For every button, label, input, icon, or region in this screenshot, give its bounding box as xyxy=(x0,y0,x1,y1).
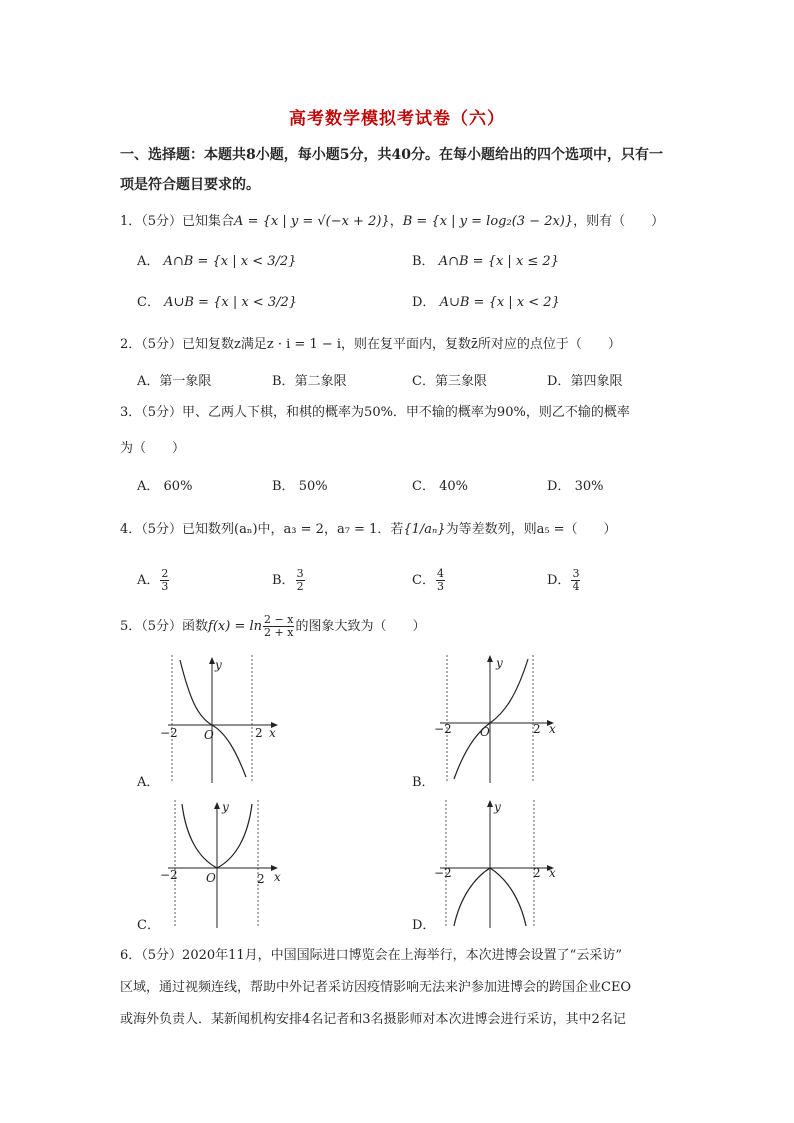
graph-b-right-tick: 2 xyxy=(533,722,541,736)
q3-stem-line1: 3．（5分）甲、乙两人下棋，和棋的概率为50%．甲不输的概率为90%，则乙不输的概率 xyxy=(120,405,630,420)
graph-c-left-tick: −2 xyxy=(160,868,178,882)
graph-a-x-label: x xyxy=(269,726,276,740)
q3-stem-line2: 为（ ） xyxy=(120,441,186,456)
q2-option-b[interactable]: B．第二象限 xyxy=(272,374,347,389)
q4-stem: 4．（5分）已知数列(aₙ)中，a₃ = 2，a₇ = 1．若{1/aₙ}为等差数列，则a₅ =（ ） xyxy=(120,522,617,537)
q2-option-c[interactable]: C．第三象限 xyxy=(412,374,487,389)
graph-d xyxy=(434,800,554,930)
graph-b-origin: O xyxy=(480,725,490,739)
section1-line2: 项是符合题目要求的。 xyxy=(120,177,260,193)
q5-option-c[interactable]: C． xyxy=(137,918,160,933)
q6-stem-line3: 或海外负责人．某新闻机构安排4名记者和3名摄影师对本次进博会进行采访，其中2名记 xyxy=(120,1012,626,1027)
graph-d-left-tick: −2 xyxy=(434,866,452,880)
graph-c-origin: O xyxy=(206,871,216,885)
q3-option-b[interactable]: B． 50% xyxy=(272,479,328,494)
graph-b-x-label: x xyxy=(549,722,556,736)
q3-option-a[interactable]: A． 60% xyxy=(137,479,193,494)
graph-c xyxy=(160,800,280,930)
q2-option-d[interactable]: D．第四象限 xyxy=(547,374,623,389)
q4-option-b[interactable]: B． $\frac{3}{2}$ xyxy=(272,567,304,593)
graph-a-right-tick: 2 xyxy=(255,726,263,740)
graph-a-y-label: y xyxy=(215,658,222,672)
graph-a-left-tick: −2 xyxy=(160,726,178,740)
q1-stem: 1．（5分）已知集合A = {x | y = √(−x + 2)}，B = {x | y = log₂(3 − 2x)}，则有（ ） xyxy=(120,214,665,229)
q1-set-a: A = {x | y = √(−x + 2)} xyxy=(234,214,390,229)
graph-b xyxy=(434,655,554,785)
q5-option-b[interactable]: B． xyxy=(412,775,435,790)
q1-set-b: B = {x | y = log₂(3 − 2x)} xyxy=(402,214,574,229)
section1-line1: 一、选择题：本题共8小题，每小题5分，共40分。在每小题给出的四个选项中，只有一 xyxy=(120,147,663,163)
q4-option-d[interactable]: D． $\frac{3}{4}$ xyxy=(547,567,580,593)
q6-stem-line2: 区域，通过视频连线，帮助中外记者采访因疫情影响无法来沪参加进博会的跨国企业CEO xyxy=(120,980,632,995)
q5-option-d[interactable]: D． xyxy=(412,918,436,933)
graph-d-right-tick: 2 xyxy=(533,866,541,880)
q4-reciprocal-sequence: {1/aₙ} xyxy=(403,522,446,537)
page-title: 高考数学模拟考试卷（六） xyxy=(289,109,505,129)
graph-b-left-tick: −2 xyxy=(434,722,452,736)
graph-d-y-label: y xyxy=(494,800,501,814)
graph-d-x-label: x xyxy=(549,866,556,880)
q6-stem-line1: 6．（5分）2020年11月，中国国际进口博览会在上海举行，本次进博会设置了“云采访” xyxy=(120,948,622,963)
graph-c-x-label: x xyxy=(274,870,281,884)
q3-option-d[interactable]: D． 30% xyxy=(547,479,604,494)
graph-c-right-tick: 2 xyxy=(257,872,265,886)
q2-stem: 2．（5分）已知复数z满足z · i = 1 − i，则在复平面内，复数z̄所对应的点位于（ ） xyxy=(120,337,621,352)
graph-b-y-label: y xyxy=(496,656,503,670)
q1-option-b[interactable]: B． A∩B = {x | x ≤ 2} xyxy=(412,254,559,269)
q5-option-a[interactable]: A． xyxy=(137,775,160,790)
q4-option-c[interactable]: C． $\frac{4}{3}$ xyxy=(412,567,444,593)
q1-option-c[interactable]: C． A∪B = {x | x < 3/2} xyxy=(137,295,298,310)
q2-option-a[interactable]: A．第一象限 xyxy=(137,374,212,389)
q1-option-a[interactable]: A． A∩B = {x | x < 3/2} xyxy=(137,254,297,269)
q5-stem: 5．（5分）函数f(x) = ln $\frac{2 - x}{2 + x}$ 的图象大致为（ ） xyxy=(120,613,426,639)
q3-option-c[interactable]: C． 40% xyxy=(412,479,468,494)
q4-option-a[interactable]: A． $\frac{2}{3}$ xyxy=(137,567,169,593)
graph-a xyxy=(160,655,280,785)
q1-option-d[interactable]: D． A∪B = {x | x < 2} xyxy=(412,295,560,310)
graph-c-y-label: y xyxy=(222,800,229,814)
graph-a-origin: O xyxy=(204,728,214,742)
